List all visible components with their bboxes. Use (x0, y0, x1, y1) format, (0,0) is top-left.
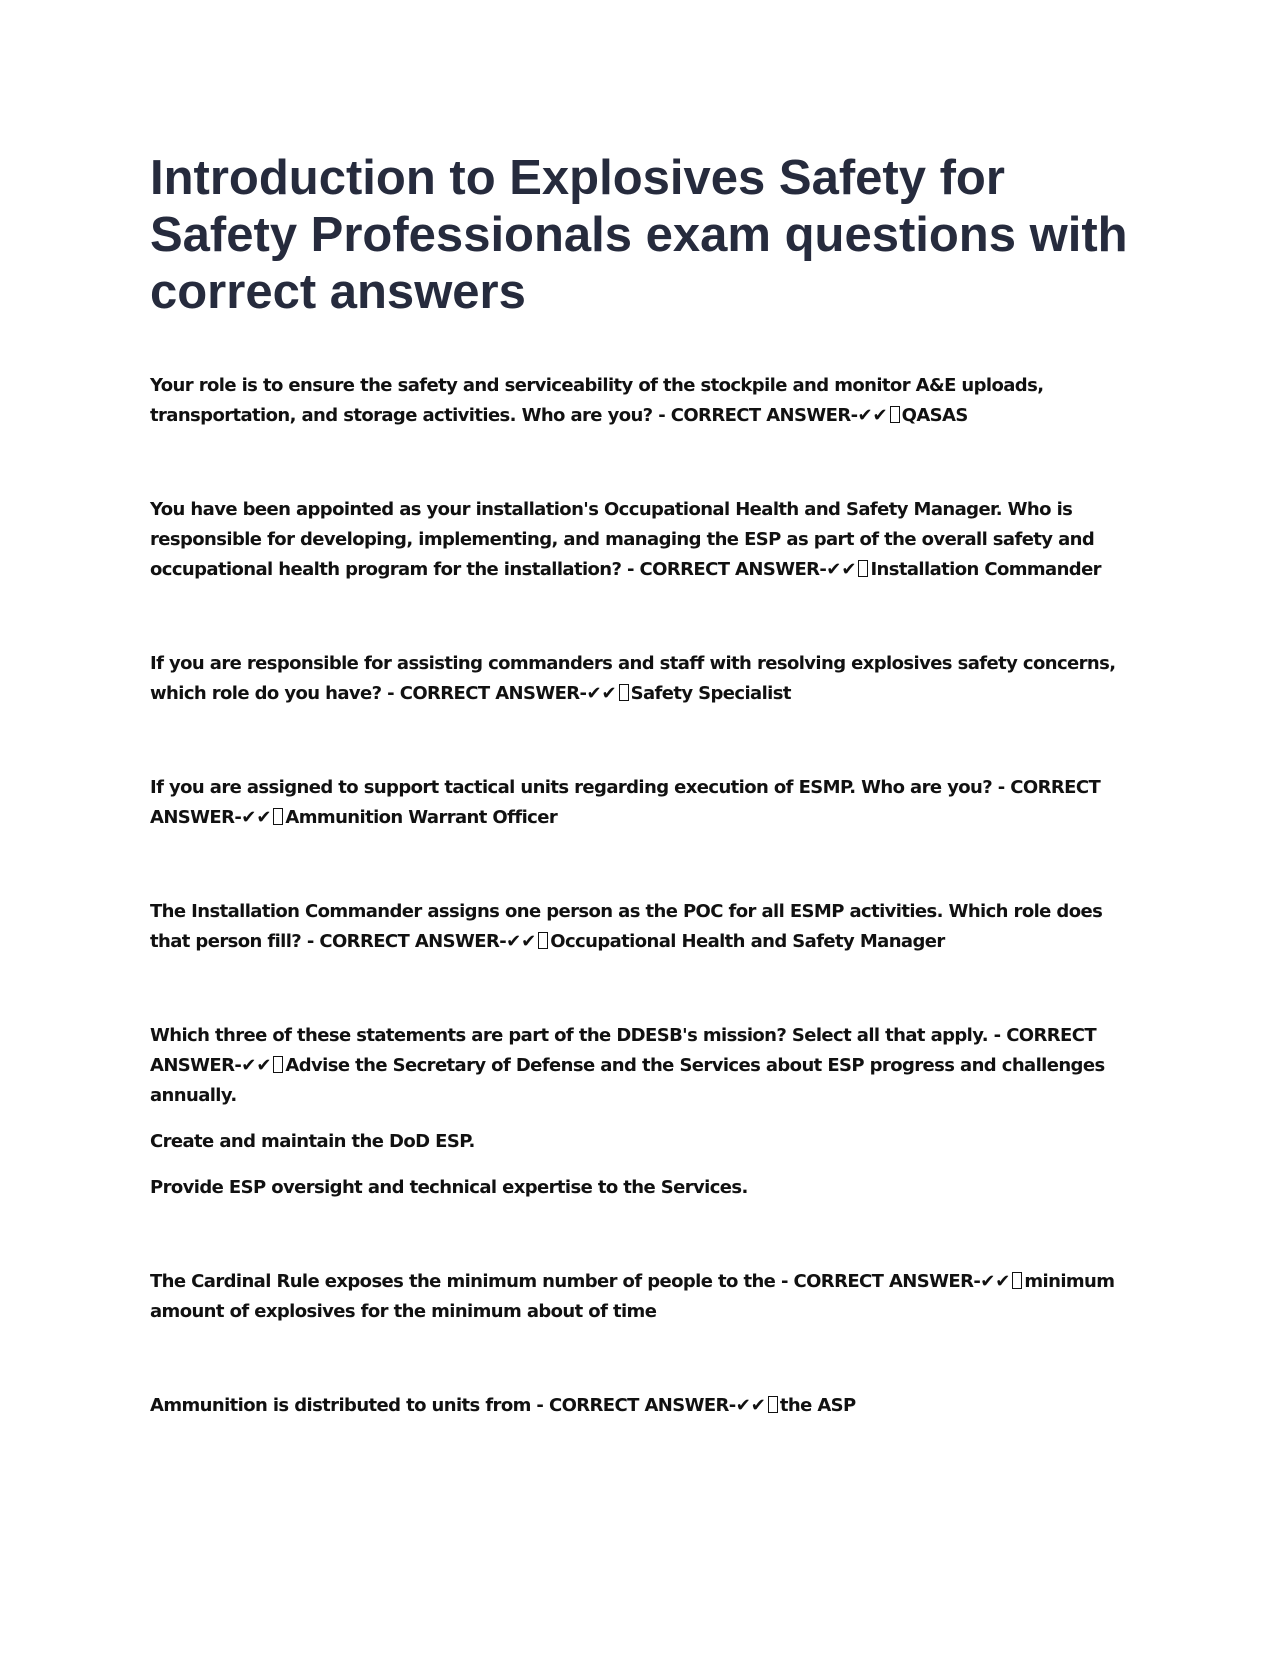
question-text: The Cardinal Rule exposes the minimum number of people to the (150, 1271, 776, 1292)
answer-text: Advise the Secretary of Defense and the Services about ESP progress and challenges annually. (150, 1055, 1105, 1106)
qa-item (150, 495, 1130, 585)
answer-prefix: - CORRECT ANSWER- (658, 405, 858, 426)
missing-glyph-box-icon (273, 1056, 283, 1073)
missing-glyph-box-icon (890, 406, 900, 423)
qa-paragraph (150, 773, 1130, 833)
qa-item (150, 1391, 1130, 1421)
qa-item (150, 649, 1130, 709)
answer-text: Occupational Health and Safety Manager (550, 931, 945, 952)
qa-item (150, 1021, 1130, 1203)
missing-glyph-box-icon (619, 684, 629, 701)
answer-text: Ammunition Warrant Officer (285, 807, 558, 828)
qa-paragraph (150, 1021, 1130, 1111)
answer-prefix: - CORRECT ANSWER- (306, 931, 507, 952)
answer-prefix: - CORRECT ANSWER- (387, 683, 587, 704)
answer-text: the ASP (779, 1395, 856, 1416)
qa-paragraph (150, 1391, 1130, 1421)
qa-paragraph (150, 1267, 1130, 1327)
answer-prefix: - CORRECT ANSWER- (150, 777, 1101, 828)
check-mark-icon: ✔✔ (735, 1395, 766, 1416)
answer-prefix: - CORRECT ANSWER- (780, 1271, 981, 1292)
qa-paragraph (150, 495, 1130, 585)
missing-glyph-box-icon (538, 932, 548, 949)
missing-glyph-box-icon (858, 560, 868, 577)
qa-item (150, 1267, 1130, 1327)
qa-list (150, 371, 1130, 1421)
question-text: The Installation Commander assigns one person as the POC for all ESMP activities. Which role does that person fill? (150, 901, 1103, 952)
page-title: Introduction to Explosives Safety for Safety Professionals exam questions with correct answers (150, 151, 1128, 319)
question-text: You have been appointed as your installation's Occupational Health and Safety Manager. Who is responsible for developing, implementing, and managing the ESP as part of the overall safety and occupational health program for the installation? (150, 499, 1095, 580)
question-text: Which three of these statements are part of the DDESB's mission? Select all that apply. (150, 1025, 988, 1046)
answer-extra-line: Create and maintain the DoD ESP. (150, 1131, 475, 1152)
answer-text: Installation Commander (870, 559, 1101, 580)
answer-text: minimum amount of explosives for the minimum about of time (150, 1271, 1115, 1322)
check-mark-icon: ✔✔ (826, 559, 857, 580)
question-text: If you are assigned to support tactical units regarding execution of ESMP. Who are you? (150, 777, 993, 798)
answer-text: QASAS (901, 405, 968, 426)
answer-text: Safety Specialist (630, 683, 791, 704)
missing-glyph-box-icon (768, 1396, 778, 1413)
answer-extra-line: Provide ESP oversight and technical expertise to the Services. (150, 1177, 748, 1198)
check-mark-icon: ✔✔ (506, 931, 537, 952)
missing-glyph-box-icon (1012, 1272, 1022, 1289)
check-mark-icon: ✔✔ (980, 1271, 1011, 1292)
qa-item (150, 897, 1130, 957)
answer-prefix: - CORRECT ANSWER- (150, 1025, 1097, 1076)
qa-paragraph (150, 371, 1130, 431)
qa-paragraph (150, 649, 1130, 709)
document-page (150, 150, 1130, 1485)
answer-prefix: - CORRECT ANSWER- (627, 559, 827, 580)
check-mark-icon: ✔✔ (241, 807, 272, 828)
check-mark-icon: ✔✔ (586, 683, 617, 704)
qa-item (150, 773, 1130, 833)
question-text: Ammunition is distributed to units from (150, 1395, 531, 1416)
qa-paragraph (150, 897, 1130, 957)
missing-glyph-box-icon (273, 808, 283, 825)
check-mark-icon: ✔✔ (857, 405, 888, 426)
question-text: If you are responsible for assisting commanders and staff with resolving explosives safety concerns, which role do you have? (150, 653, 1116, 704)
answer-prefix: - CORRECT ANSWER- (536, 1395, 736, 1416)
check-mark-icon: ✔✔ (241, 1055, 272, 1076)
question-text: Your role is to ensure the safety and serviceability of the stockpile and monitor A&E uploads, transportation, and storage activities. Who are you? (150, 375, 1044, 426)
qa-item (150, 371, 1130, 431)
